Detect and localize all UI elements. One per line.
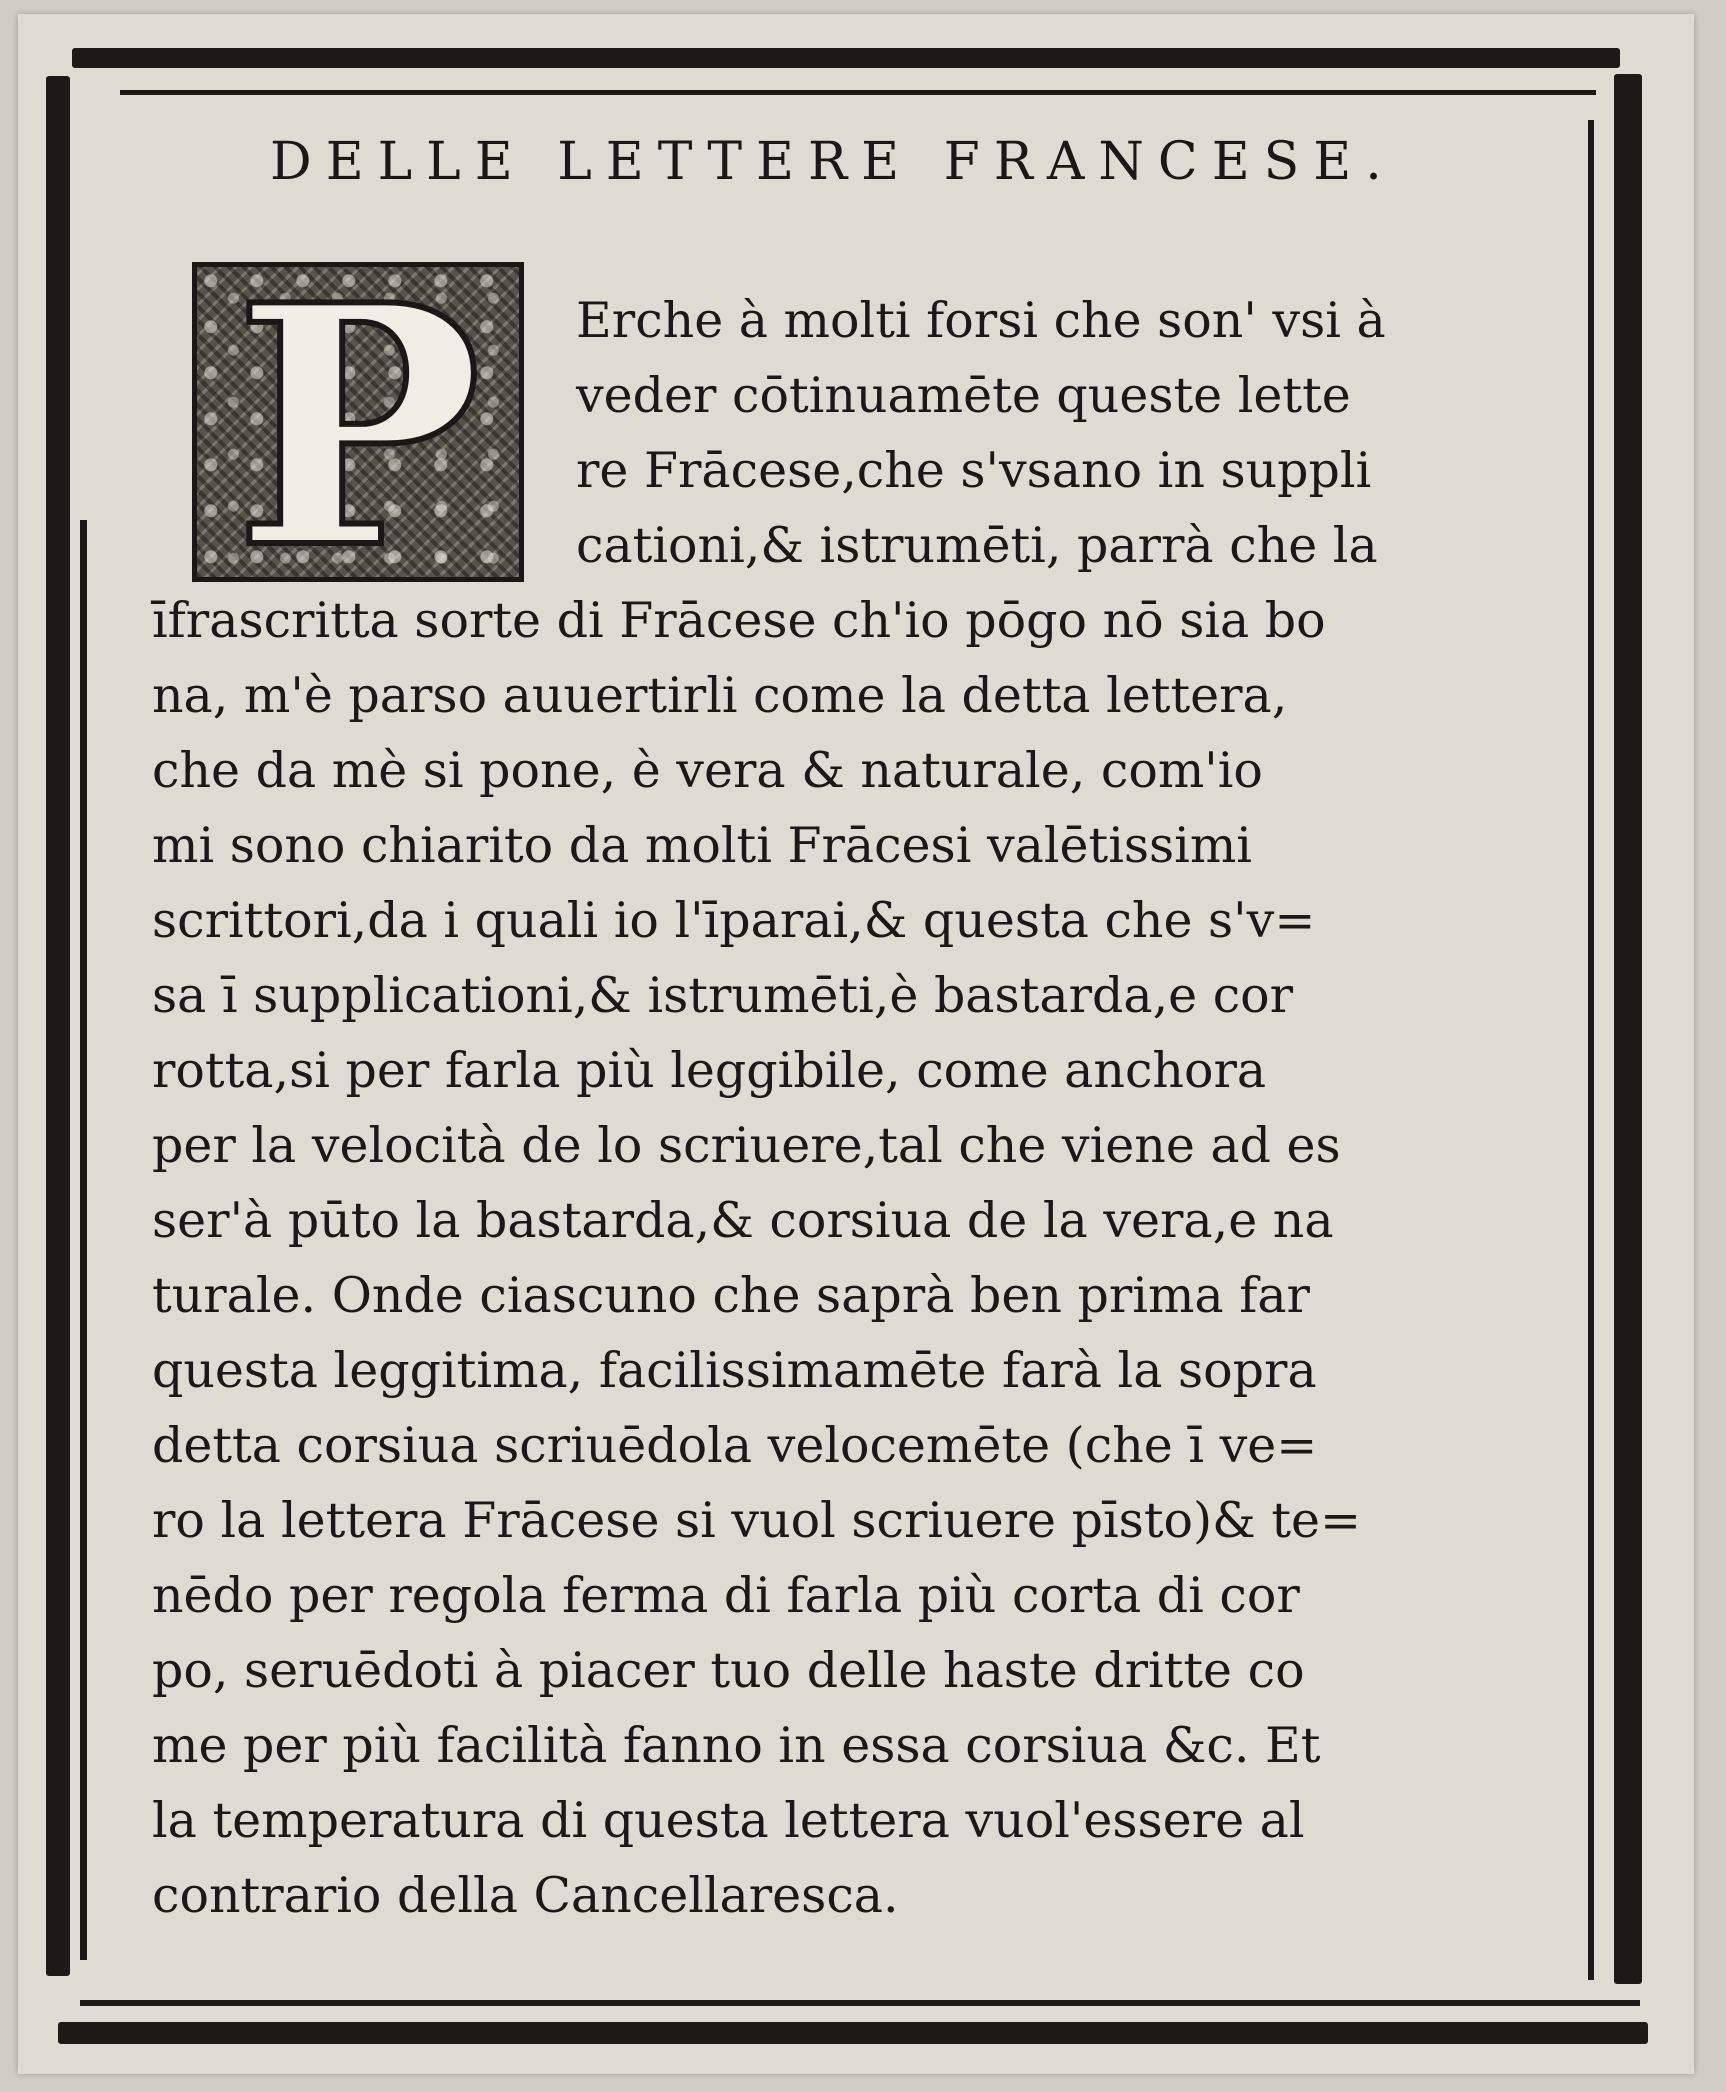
text-line: la temperatura di questa lettera vuol'essere al bbox=[152, 1792, 1305, 1849]
text-line: ro la lettera Frācese si vuol scriuere pīsto)& te= bbox=[152, 1492, 1362, 1549]
page-heading: DELLE LETTERE FRANCESE. bbox=[270, 132, 1396, 192]
border-bottom-thin bbox=[80, 2000, 1640, 2006]
decorated-initial bbox=[192, 262, 524, 582]
text-line: scrittori,da i quali io l'īparai,& questa che s'v= bbox=[152, 892, 1316, 949]
text-line: cationi,& istrumēti, parrà che la bbox=[576, 517, 1378, 574]
text-line: na, m'è parso auuertirli come la detta lettera, bbox=[152, 667, 1288, 724]
text-line: ser'à pūto la bastarda,& corsiua de la vera,e na bbox=[152, 1192, 1334, 1249]
border-right-thin bbox=[1588, 120, 1594, 1980]
text-line: me per più facilità fanno in essa corsiua &c. Et bbox=[152, 1717, 1321, 1774]
border-left-thick bbox=[46, 76, 70, 1976]
text-line: che da mè si pone, è vera & naturale, com'io bbox=[152, 742, 1263, 799]
border-right-thick bbox=[1614, 74, 1642, 1984]
text-line: rotta,si per farla più leggibile, come anchora bbox=[152, 1042, 1267, 1099]
text-line: re Frācese,che s'vsano in suppli bbox=[576, 442, 1372, 499]
text-line: sa ī supplicationi,& istrumēti,è bastarda,e cor bbox=[152, 967, 1294, 1024]
text-line: veder cōtinuamēte queste lette bbox=[576, 367, 1351, 424]
border-left-thin bbox=[80, 520, 87, 1960]
text-line: contrario della Cancellaresca. bbox=[152, 1867, 899, 1924]
text-line: detta corsiua scriuēdola velocemēte (che ī ve= bbox=[152, 1417, 1318, 1474]
text-line: po, seruēdoti à piacer tuo delle haste dritte co bbox=[152, 1642, 1305, 1699]
text-line: Erche à molti forsi che son' vsi à bbox=[576, 292, 1386, 349]
initial-letter: P bbox=[233, 262, 483, 582]
text-line: nēdo per regola ferma di farla più corta di cor bbox=[152, 1567, 1300, 1624]
text-line: questa leggitima, facilissimamēte farà la sopra bbox=[152, 1342, 1317, 1399]
border-bottom-thick bbox=[58, 2022, 1648, 2044]
text-line: turale. Onde ciascuno che saprà ben prima far bbox=[152, 1267, 1310, 1324]
border-top-thick bbox=[72, 48, 1620, 68]
text-line: īfrascritta sorte di Frācese ch'io pōgo nō sia bo bbox=[152, 592, 1326, 649]
border-top-thin bbox=[120, 90, 1596, 95]
text-line: per la velocità de lo scriuere,tal che viene ad es bbox=[152, 1117, 1341, 1174]
text-line: mi sono chiarito da molti Frācesi valētissimi bbox=[152, 817, 1252, 874]
